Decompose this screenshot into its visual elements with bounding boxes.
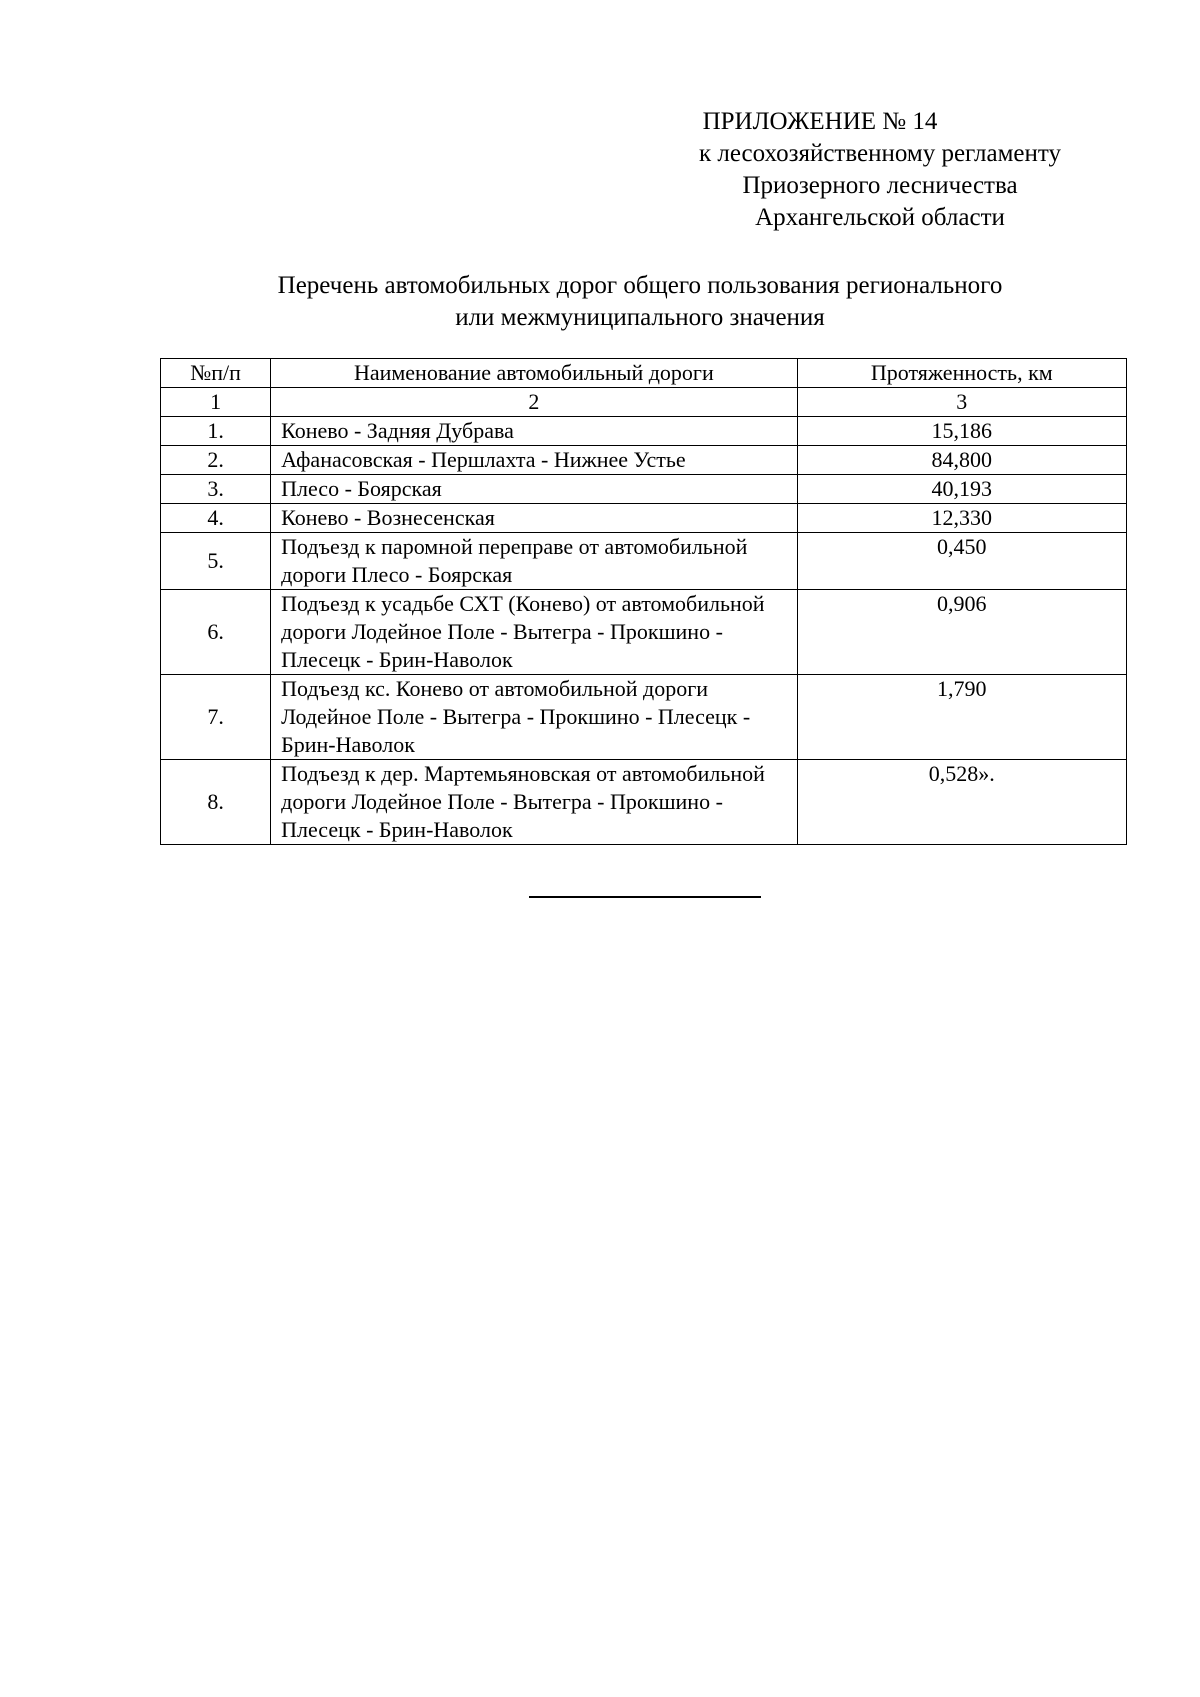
table-row (161, 446, 1127, 475)
road-length: 12,330 (797, 504, 1126, 533)
table-row (161, 760, 1127, 845)
road-length: 84,800 (797, 446, 1126, 475)
road-length: 0,906 (797, 590, 1126, 675)
header-number: №п/п (161, 359, 271, 388)
document-title-line-2: или межмуниципального значения (455, 304, 825, 331)
end-of-document-rule (529, 896, 761, 898)
appendix-line-regulation: к лесохозяйственному регламенту (698, 140, 1062, 167)
table-row (161, 417, 1127, 446)
road-length: 0,450 (797, 533, 1126, 590)
row-number: 3. (161, 475, 271, 504)
appendix-title: ПРИЛОЖЕНИЕ № 14 (702, 108, 938, 135)
table-row (161, 504, 1127, 533)
table-row (161, 675, 1127, 760)
row-number: 5. (161, 533, 271, 590)
road-name: Подъезд кс. Конево от автомобильной дороги Лодейное Поле - Вытегра - Прокшино - Плесецк - Брин-Наволок (271, 675, 797, 760)
table-row (161, 533, 1127, 590)
row-number: 4. (161, 504, 271, 533)
appendix-line-forestry: Приозерного лесничества (742, 172, 1018, 199)
road-length: 1,790 (797, 675, 1126, 760)
road-name: Подъезд к усадьбе СХТ (Конево) от автомобильной дороги Лодейное Поле - Вытегра - Прокшино - Плесецк - Брин-Наволок (271, 590, 797, 675)
column-index-row (161, 388, 1127, 417)
road-name: Подъезд к дер. Мартемьяновская от автомобильной дороги Лодейное Поле - Вытегра - Прокшино - Плесецк - Брин-Наволок (271, 760, 797, 845)
table-row (161, 475, 1127, 504)
road-length: 40,193 (797, 475, 1126, 504)
header-length: Протяженность, км (797, 359, 1126, 388)
roads-table (160, 358, 1127, 845)
road-name: Афанасовская - Першлахта - Нижнее Устье (271, 446, 797, 475)
road-length: 15,186 (797, 417, 1126, 446)
road-name: Конево - Вознесенская (271, 504, 797, 533)
road-name: Плесо - Боярская (271, 475, 797, 504)
document-title-line-1: Перечень автомобильных дорог общего пользования регионального (277, 272, 1003, 299)
header-road-name: Наименование автомобильный дороги (271, 359, 797, 388)
column-index-2: 2 (271, 388, 797, 417)
row-number: 6. (161, 590, 271, 675)
table-header-row (161, 359, 1127, 388)
document-title (160, 270, 1120, 334)
row-number: 7. (161, 675, 271, 760)
road-name: Конево - Задняя Дубрава (271, 417, 797, 446)
road-length: 0,528». (797, 760, 1126, 845)
column-index-1: 1 (161, 388, 271, 417)
appendix-header (640, 106, 1120, 234)
row-number: 2. (161, 446, 271, 475)
column-index-3: 3 (797, 388, 1126, 417)
table-row (161, 590, 1127, 675)
row-number: 1. (161, 417, 271, 446)
appendix-line-region: Архангельской области (755, 204, 1005, 231)
road-name: Подъезд к паромной переправе от автомобильной дороги Плесо - Боярская (271, 533, 797, 590)
row-number: 8. (161, 760, 271, 845)
